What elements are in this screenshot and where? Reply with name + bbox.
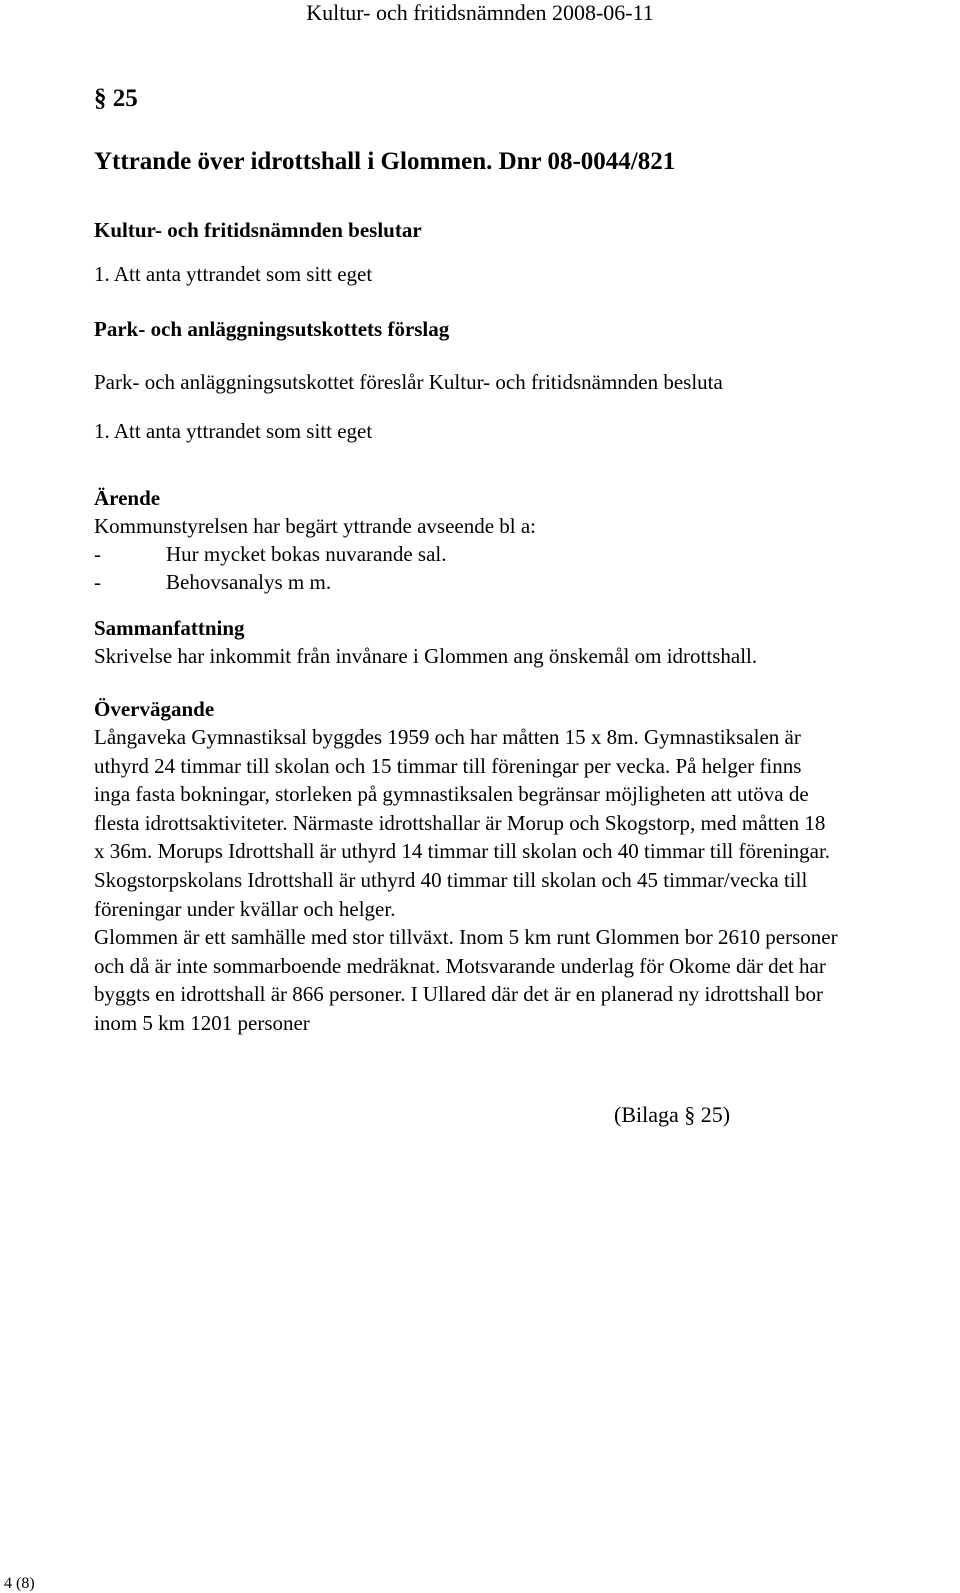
text-line: inom 5 km 1201 personer	[94, 1010, 310, 1035]
proposal-heading: Park- och anläggningsutskottets förslag	[94, 317, 450, 341]
document-title: Yttrande över idrottshall i Glommen. Dnr 08-0044/821	[94, 148, 676, 175]
sammanfattning-text: Skrivelse har inkommit från invånare i Glommen ang önskemål om idrottshall.	[94, 644, 758, 668]
arende-intro: Kommunstyrelsen har begärt yttrande avseende bl a:	[94, 514, 537, 538]
sammanfattning-heading: Sammanfattning	[94, 616, 245, 640]
overvagande-text	[94, 723, 934, 1038]
text-line: x 36m. Morups Idrottshall är uthyrd 14 timmar till skolan och 40 timmar till föreningar.	[94, 839, 831, 864]
text-line: Skogstorpskolans Idrottshall är uthyrd 40 timmar till skolan och 45 timmar/vecka till	[94, 867, 808, 892]
arende-list-item	[94, 568, 934, 596]
appendix-reference: (Bilaga § 25)	[614, 1102, 731, 1127]
text-line: och då är inte sommarboende medräknat. Motsvarande underlag för Okome där det har	[94, 953, 826, 978]
decision-item: 1. Att anta yttrandet som sitt eget	[94, 262, 373, 286]
overvagande-heading: Övervägande	[94, 697, 215, 721]
list-item-text: Behovsanalys m m.	[166, 570, 332, 594]
text-line: Långaveka Gymnastiksal byggdes 1959 och har måtten 15 x 8m. Gymnastiksalen är	[94, 725, 801, 749]
arende-heading: Ärende	[94, 486, 161, 510]
proposal-intro: Park- och anläggningsutskottet föreslår Kultur- och fritidsnämnden besluta	[94, 370, 723, 394]
list-item-text: Hur mycket bokas nuvarande sal.	[166, 542, 447, 566]
text-line: inga fasta bokningar, storleken på gymnastiksalen begränsar möjligheten att utöva de	[94, 782, 809, 807]
proposal-item: 1. Att anta yttrandet som sitt eget	[94, 419, 373, 443]
decision-heading: Kultur- och fritidsnämnden beslutar	[94, 218, 422, 242]
text-line: flesta idrottsaktiviteter. Närmaste idrottshallar är Morup och Skogstorp, med måtten 18	[94, 810, 826, 835]
text-line: föreningar under kvällar och helger.	[94, 896, 396, 921]
text-line: byggts en idrottshall är 866 personer. I Ullared där det är en planerad ny idrottshall bor	[94, 982, 823, 1007]
arende-list-item	[94, 540, 934, 568]
text-line: Glommen är ett samhälle med stor tillväxt. Inom 5 km runt Glommen bor 2610 personer	[94, 925, 838, 950]
text-line: uthyrd 24 timmar till skolan och 15 timmar till föreningar per vecka. På helger finns	[94, 753, 802, 778]
list-dash: -	[94, 542, 101, 566]
page-header: Kultur- och fritidsnämnden 2008-06-11	[306, 0, 654, 25]
document-body	[94, 82, 934, 1038]
page-number: 4 (8)	[4, 1575, 35, 1592]
paragraph-number: § 25	[94, 85, 138, 112]
list-dash: -	[94, 570, 101, 594]
